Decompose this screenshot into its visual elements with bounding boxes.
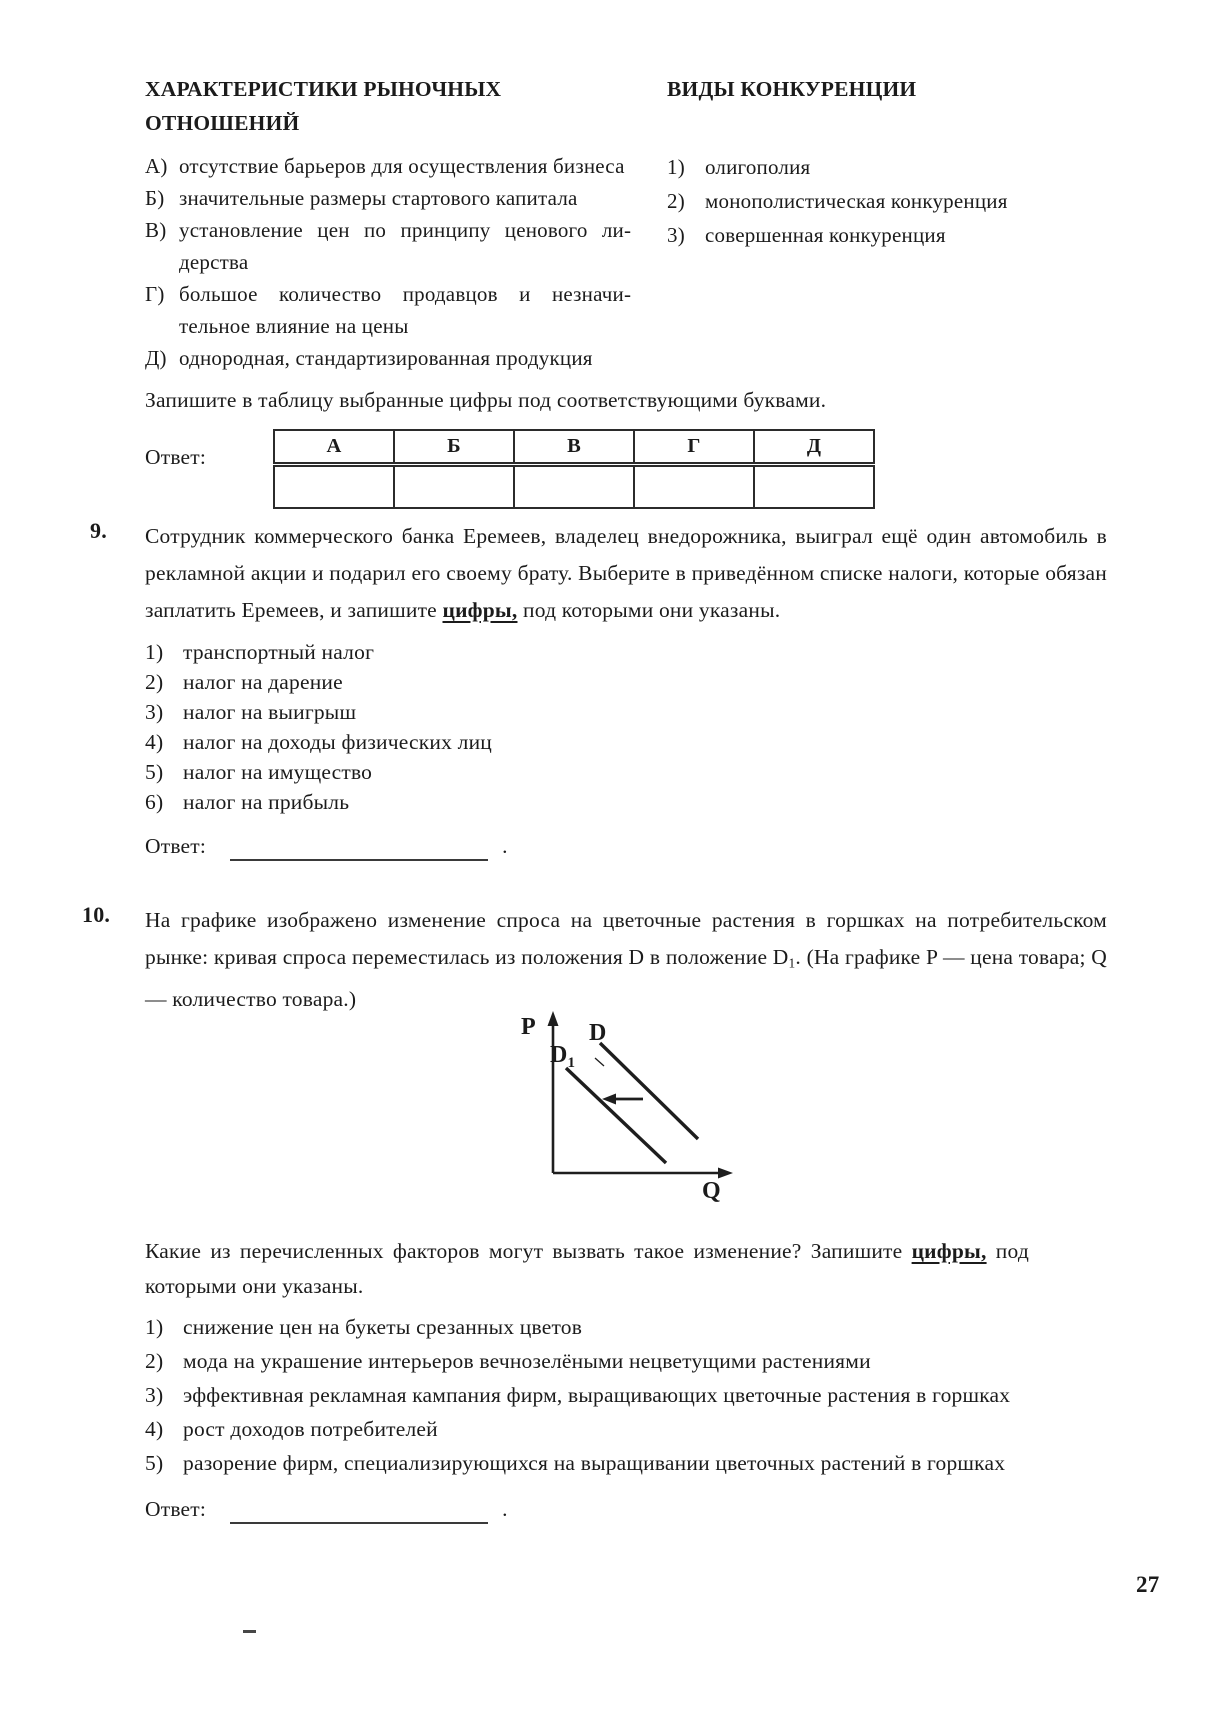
option-text: налог на выигрыш [183, 700, 357, 724]
d1-curve-label [550, 1042, 575, 1071]
item-text: большое количество продавцов и незначительное влияние на цены [179, 282, 631, 338]
option-text: разорение фирм, специализирующихся на выращивании цветочных растений в горшках [183, 1451, 1006, 1475]
item-letter: Б) [145, 186, 165, 210]
option-item [145, 1412, 1017, 1446]
answer-table-input-row [274, 464, 874, 508]
matching-right-column [667, 72, 1107, 374]
item-letter: Г) [145, 282, 165, 306]
question-10-emphasis: цифры, [911, 1239, 987, 1263]
d1-label-subscript: 1 [567, 1055, 576, 1071]
question-9 [145, 518, 1107, 861]
item-letter: В) [145, 218, 167, 242]
page-number: 27 [1136, 1572, 1160, 1597]
answer-cell [274, 464, 394, 508]
answer-table-header-row [274, 430, 874, 464]
option-number: 1) [145, 640, 164, 664]
p-axis-arrowhead [548, 1011, 559, 1026]
answer-table-header-cell: Б [394, 430, 514, 464]
answer-label: Ответ: [145, 1497, 207, 1521]
question-9-options [145, 637, 1107, 817]
question-10-intro-before: На графике изображено изменение спроса на цветочные растения в горшках на потребительском рынке: кривая спроса переместилась из положения D в положение D [145, 908, 1107, 969]
item-text: однородная, стандартизированная продукция [179, 346, 593, 370]
item-letter: А) [145, 154, 168, 178]
p-axis-label: P [521, 1014, 536, 1040]
option-item [145, 697, 1107, 727]
answer-blank-line [230, 837, 488, 861]
question-10-answer-line [145, 1494, 1107, 1524]
demand-shift-graph [500, 1006, 810, 1218]
option-number: 4) [145, 1417, 164, 1441]
matching-left-column [145, 72, 631, 374]
option-item [145, 1310, 1017, 1344]
left-column-header: ХАРАКТЕРИСТИКИ РЫНОЧНЫХ ОТНОШЕНИЙ [145, 77, 502, 135]
option-number: 6) [145, 790, 164, 814]
item-text: монополистическая конкуренция [705, 189, 1008, 213]
matching-left-item [145, 342, 631, 374]
question-9-emphasis: цифры, [442, 598, 518, 622]
item-text: значительные размеры стартового капитала [179, 186, 578, 210]
option-item [145, 1344, 1017, 1378]
option-number: 5) [145, 1451, 164, 1475]
question-9-text-before: Сотрудник коммерческого банка Еремеев, владелец внедорожника, выиграл ещё один автомобиль в рекламной акции и подарил его своему брату. Выберите в приведённом списке налоги, которые обязан заплатить Еремеев, и запишите [145, 524, 1107, 622]
answer-table-header-cell: Д [754, 430, 874, 464]
matching-task-section [145, 72, 1107, 509]
answer-table-header-cell: Г [634, 430, 754, 464]
question-9-number: 9. [90, 518, 107, 543]
option-number: 2) [145, 1349, 164, 1373]
d1-leader-mark [595, 1058, 604, 1066]
answer-label: Ответ: [145, 445, 207, 469]
option-item [145, 787, 1107, 817]
option-number: 1) [145, 1315, 164, 1339]
question-10-number: 10. [82, 902, 111, 927]
answer-period: . [502, 1497, 508, 1521]
option-item [145, 1378, 1017, 1412]
question-10-options [145, 1310, 1017, 1480]
option-item [145, 667, 1107, 697]
right-column-header: ВИДЫ КОНКУРЕНЦИИ [667, 77, 917, 101]
option-item [145, 757, 1107, 787]
d1-subscript: 1 [788, 955, 796, 971]
answer-period: . [502, 834, 508, 858]
d-curve-label: D [589, 1020, 607, 1046]
question-10-intro-after: . (На графике P — цена товара; Q — количество товара.) [145, 945, 1108, 1012]
demand-curve-d [600, 1043, 698, 1139]
option-number: 2) [145, 670, 164, 694]
option-text: рост доходов потребителей [183, 1417, 438, 1441]
matching-left-item [145, 278, 631, 342]
answer-cell [394, 464, 514, 508]
option-item [145, 637, 1107, 667]
answer-cell [634, 464, 754, 508]
option-text: налог на доходы физических лиц [183, 730, 492, 754]
option-item [145, 1446, 1017, 1480]
item-text: отсутствие барьеров для осуществления бизнеса [179, 154, 625, 178]
question-10-prompt-before: Какие из перечисленных факторов могут вызвать такое изменение? Запишите [145, 1239, 912, 1263]
item-text: олигополия [705, 155, 811, 179]
table-instruction: Запишите в таблицу выбранные цифры под соответствующими буквами. [145, 388, 827, 412]
matching-left-item [145, 214, 631, 278]
item-number: 3) [667, 223, 685, 247]
question-10-text [145, 902, 1107, 1018]
option-text: снижение цен на букеты срезанных цветов [183, 1315, 583, 1339]
option-text: транспортный налог [183, 640, 375, 664]
question-10-factors [145, 1234, 1107, 1524]
question-10-intro [145, 902, 1107, 1018]
item-number: 2) [667, 189, 685, 213]
answer-label: Ответ: [145, 834, 207, 858]
option-number: 3) [145, 700, 164, 724]
matching-answer-row [145, 429, 1107, 509]
question-9-text-after: под которыми они указаны. [517, 598, 781, 622]
q-axis-arrowhead [718, 1168, 733, 1179]
q-axis-label: Q [702, 1178, 721, 1204]
matching-columns [145, 72, 1107, 374]
option-item [145, 727, 1107, 757]
option-number: 3) [145, 1383, 164, 1407]
item-text: совершенная конкуренция [705, 223, 946, 247]
matching-right-item [667, 150, 1107, 184]
answer-blank-line [230, 1500, 488, 1524]
question-9-answer-line [145, 831, 1107, 861]
option-text: налог на прибыль [183, 790, 350, 814]
option-text: мода на украшение интерьеров вечнозелёными нецветущими растениями [183, 1349, 871, 1373]
answer-table-header-cell: А [274, 430, 394, 464]
question-10-prompt-after: под которыми они указаны. [145, 1239, 1029, 1298]
matching-left-item [145, 150, 631, 182]
question-9-text [145, 518, 1107, 629]
item-letter: Д) [145, 346, 167, 370]
option-text: эффективная рекламная кампания фирм, выращивающих цветочные растения в горшках [183, 1383, 1011, 1407]
question-10-prompt [145, 1234, 1029, 1304]
item-number: 1) [667, 155, 685, 179]
option-number: 5) [145, 760, 164, 784]
answer-cell [754, 464, 874, 508]
option-number: 4) [145, 730, 164, 754]
matching-right-item [667, 218, 1107, 252]
option-text: налог на дарение [183, 670, 343, 694]
matching-left-item [145, 182, 631, 214]
answer-table [273, 429, 875, 509]
answer-table-header-cell: В [514, 430, 634, 464]
option-text: налог на имущество [183, 760, 373, 784]
answer-cell [514, 464, 634, 508]
matching-right-item [667, 184, 1107, 218]
demand-curve-d1 [566, 1068, 666, 1163]
d1-label-base: D [550, 1042, 568, 1068]
scan-artifact-dash [243, 1630, 256, 1633]
item-text: установление цен по принципу ценового лидерства [179, 218, 631, 274]
